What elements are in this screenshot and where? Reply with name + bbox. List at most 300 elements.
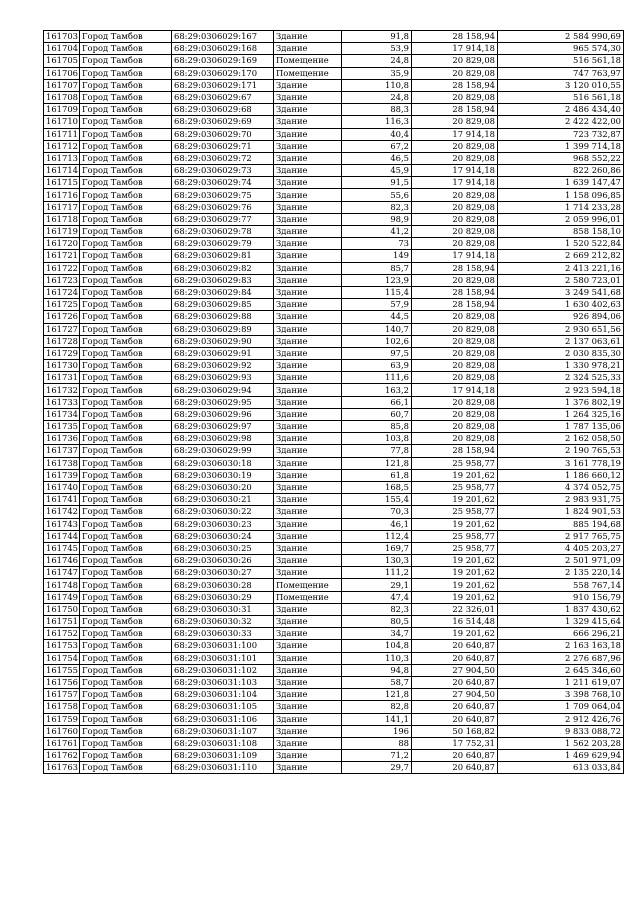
cadastral-number-cell: 68:29:0306029:74 — [172, 177, 274, 189]
table-row — [44, 201, 624, 213]
cadastral-number-cell: 68:29:0306030:25 — [172, 542, 274, 554]
city-cell: Город Тамбов — [80, 299, 172, 311]
object-type-cell: Здание — [274, 421, 342, 433]
area-cell: 47,4 — [342, 591, 412, 603]
object-type-cell: Здание — [274, 152, 342, 164]
cadastral-number-cell: 68:29:0306029:72 — [172, 152, 274, 164]
city-cell: Город Тамбов — [80, 165, 172, 177]
total-value-cell: 2 059 996,01 — [498, 213, 624, 225]
row-id-cell: 161722 — [44, 262, 80, 274]
cadastral-number-cell: 68:29:0306029:90 — [172, 335, 274, 347]
cadastral-number-cell: 68:29:0306031:102 — [172, 664, 274, 676]
row-id-cell: 161707 — [44, 79, 80, 91]
cadastral-number-cell: 68:29:0306029:84 — [172, 286, 274, 298]
total-value-cell: 2 912 426,76 — [498, 713, 624, 725]
object-type-cell: Здание — [274, 286, 342, 298]
table-row — [44, 128, 624, 140]
table-row — [44, 274, 624, 286]
cadastral-number-cell: 68:29:0306029:68 — [172, 104, 274, 116]
city-cell: Город Тамбов — [80, 140, 172, 152]
city-cell: Город Тамбов — [80, 518, 172, 530]
unit-value-cell: 20 829,08 — [412, 396, 498, 408]
table-row — [44, 640, 624, 652]
row-id-cell: 161763 — [44, 762, 80, 774]
cadastral-number-cell: 68:29:0306031:106 — [172, 713, 274, 725]
table-row — [44, 250, 624, 262]
total-value-cell: 968 552,22 — [498, 152, 624, 164]
total-value-cell: 3 249 541,68 — [498, 286, 624, 298]
table-row — [44, 116, 624, 128]
object-type-cell: Здание — [274, 408, 342, 420]
area-cell: 46,1 — [342, 518, 412, 530]
unit-value-cell: 19 201,62 — [412, 494, 498, 506]
row-id-cell: 161755 — [44, 664, 80, 676]
table-row — [44, 762, 624, 774]
row-id-cell: 161745 — [44, 542, 80, 554]
cadastral-number-cell: 68:29:0306031:110 — [172, 762, 274, 774]
table-row — [44, 91, 624, 103]
total-value-cell: 1 709 064,04 — [498, 701, 624, 713]
row-id-cell: 161737 — [44, 445, 80, 457]
total-value-cell: 926 894,06 — [498, 311, 624, 323]
area-cell: 110,3 — [342, 652, 412, 664]
row-id-cell: 161752 — [44, 628, 80, 640]
cadastral-number-cell: 68:29:0306029:98 — [172, 433, 274, 445]
city-cell: Город Тамбов — [80, 55, 172, 67]
object-type-cell: Здание — [274, 116, 342, 128]
object-type-cell: Здание — [274, 140, 342, 152]
area-cell: 111,6 — [342, 372, 412, 384]
city-cell: Город Тамбов — [80, 676, 172, 688]
area-cell: 24,8 — [342, 55, 412, 67]
unit-value-cell: 20 829,08 — [412, 91, 498, 103]
cadastral-number-cell: 68:29:0306029:67 — [172, 91, 274, 103]
table-row — [44, 55, 624, 67]
unit-value-cell: 28 158,94 — [412, 31, 498, 43]
row-id-cell: 161739 — [44, 469, 80, 481]
object-type-cell: Здание — [274, 506, 342, 518]
cadastral-number-cell: 68:29:0306031:105 — [172, 701, 274, 713]
table-row — [44, 445, 624, 457]
table-row — [44, 104, 624, 116]
city-cell: Город Тамбов — [80, 91, 172, 103]
table-row — [44, 323, 624, 335]
cadastral-number-cell: 68:29:0306029:81 — [172, 250, 274, 262]
area-cell: 168,5 — [342, 481, 412, 493]
area-cell: 149 — [342, 250, 412, 262]
area-cell: 98,9 — [342, 213, 412, 225]
table-row — [44, 676, 624, 688]
table-row — [44, 421, 624, 433]
object-type-cell: Здание — [274, 616, 342, 628]
city-cell: Город Тамбов — [80, 579, 172, 591]
cadastral-number-cell: 68:29:0306030:18 — [172, 457, 274, 469]
unit-value-cell: 25 958,77 — [412, 530, 498, 542]
object-type-cell: Здание — [274, 457, 342, 469]
area-cell: 60,7 — [342, 408, 412, 420]
table-row — [44, 701, 624, 713]
table-row — [44, 31, 624, 43]
table-row — [44, 67, 624, 79]
row-id-cell: 161735 — [44, 421, 80, 433]
city-cell: Город Тамбов — [80, 701, 172, 713]
cadastral-number-cell: 68:29:0306031:108 — [172, 737, 274, 749]
object-type-cell: Здание — [274, 299, 342, 311]
total-value-cell: 1 824 901,53 — [498, 506, 624, 518]
table-row — [44, 542, 624, 554]
unit-value-cell: 20 829,08 — [412, 55, 498, 67]
city-cell: Город Тамбов — [80, 628, 172, 640]
area-cell: 169,7 — [342, 542, 412, 554]
area-cell: 82,3 — [342, 201, 412, 213]
total-value-cell: 2 917 765,75 — [498, 530, 624, 542]
object-type-cell: Помещение — [274, 55, 342, 67]
table-row — [44, 433, 624, 445]
object-type-cell: Здание — [274, 274, 342, 286]
city-cell: Город Тамбов — [80, 116, 172, 128]
row-id-cell: 161705 — [44, 55, 80, 67]
area-cell: 196 — [342, 725, 412, 737]
object-type-cell: Здание — [274, 323, 342, 335]
cadastral-number-cell: 68:29:0306030:27 — [172, 567, 274, 579]
area-cell: 82,3 — [342, 603, 412, 615]
city-cell: Город Тамбов — [80, 226, 172, 238]
cadastral-number-cell: 68:29:0306029:85 — [172, 299, 274, 311]
object-type-cell: Здание — [274, 31, 342, 43]
object-type-cell: Здание — [274, 201, 342, 213]
row-id-cell: 161738 — [44, 457, 80, 469]
total-value-cell: 1 469 629,94 — [498, 750, 624, 762]
row-id-cell: 161746 — [44, 555, 80, 567]
area-cell: 77,8 — [342, 445, 412, 457]
city-cell: Город Тамбов — [80, 152, 172, 164]
area-cell: 97,5 — [342, 347, 412, 359]
table-row — [44, 311, 624, 323]
city-cell: Город Тамбов — [80, 335, 172, 347]
cadastral-number-cell: 68:29:0306030:21 — [172, 494, 274, 506]
total-value-cell: 1 329 415,64 — [498, 616, 624, 628]
object-type-cell: Здание — [274, 494, 342, 506]
area-cell: 70,3 — [342, 506, 412, 518]
table-row — [44, 689, 624, 701]
object-type-cell: Здание — [274, 335, 342, 347]
row-id-cell: 161731 — [44, 372, 80, 384]
total-value-cell: 613 033,84 — [498, 762, 624, 774]
object-type-cell: Здание — [274, 737, 342, 749]
object-type-cell: Помещение — [274, 67, 342, 79]
total-value-cell: 3 161 778,19 — [498, 457, 624, 469]
table-row — [44, 213, 624, 225]
cadastral-number-cell: 68:29:0306030:33 — [172, 628, 274, 640]
table-row — [44, 152, 624, 164]
unit-value-cell: 20 829,08 — [412, 335, 498, 347]
unit-value-cell: 20 829,08 — [412, 226, 498, 238]
area-cell: 85,7 — [342, 262, 412, 274]
table-row — [44, 579, 624, 591]
city-cell: Город Тамбов — [80, 616, 172, 628]
area-cell: 104,8 — [342, 640, 412, 652]
city-cell: Город Тамбов — [80, 737, 172, 749]
table-row — [44, 372, 624, 384]
object-type-cell: Здание — [274, 43, 342, 55]
city-cell: Город Тамбов — [80, 79, 172, 91]
unit-value-cell: 20 640,87 — [412, 750, 498, 762]
area-cell: 67,2 — [342, 140, 412, 152]
city-cell: Город Тамбов — [80, 445, 172, 457]
city-cell: Город Тамбов — [80, 213, 172, 225]
area-cell: 91,8 — [342, 31, 412, 43]
cadastral-number-cell: 68:29:0306029:76 — [172, 201, 274, 213]
area-cell: 34,7 — [342, 628, 412, 640]
total-value-cell: 2 422 422,00 — [498, 116, 624, 128]
row-id-cell: 161742 — [44, 506, 80, 518]
table-row — [44, 750, 624, 762]
unit-value-cell: 20 829,08 — [412, 67, 498, 79]
area-cell: 155,4 — [342, 494, 412, 506]
city-cell: Город Тамбов — [80, 555, 172, 567]
unit-value-cell: 17 914,18 — [412, 177, 498, 189]
city-cell: Город Тамбов — [80, 506, 172, 518]
area-cell: 130,3 — [342, 555, 412, 567]
table-row — [44, 664, 624, 676]
total-value-cell: 1 158 096,85 — [498, 189, 624, 201]
object-type-cell: Здание — [274, 701, 342, 713]
table-row — [44, 226, 624, 238]
row-id-cell: 161706 — [44, 67, 80, 79]
unit-value-cell: 25 958,77 — [412, 506, 498, 518]
area-cell: 61,8 — [342, 469, 412, 481]
row-id-cell: 161714 — [44, 165, 80, 177]
table-row — [44, 481, 624, 493]
area-cell: 55,6 — [342, 189, 412, 201]
unit-value-cell: 20 829,08 — [412, 140, 498, 152]
cadastral-number-cell: 68:29:0306029:91 — [172, 347, 274, 359]
unit-value-cell: 17 914,18 — [412, 43, 498, 55]
total-value-cell: 2 135 220,14 — [498, 567, 624, 579]
city-cell: Город Тамбов — [80, 177, 172, 189]
object-type-cell: Здание — [274, 250, 342, 262]
city-cell: Город Тамбов — [80, 311, 172, 323]
row-id-cell: 161758 — [44, 701, 80, 713]
object-type-cell: Здание — [274, 226, 342, 238]
city-cell: Город Тамбов — [80, 43, 172, 55]
total-value-cell: 1 399 714,18 — [498, 140, 624, 152]
row-id-cell: 161759 — [44, 713, 80, 725]
table-row — [44, 43, 624, 55]
cadastral-number-cell: 68:29:0306029:88 — [172, 311, 274, 323]
unit-value-cell: 19 201,62 — [412, 591, 498, 603]
total-value-cell: 723 732,87 — [498, 128, 624, 140]
cadastral-number-cell: 68:29:0306029:97 — [172, 421, 274, 433]
table-row — [44, 262, 624, 274]
object-type-cell: Здание — [274, 652, 342, 664]
cadastral-number-cell: 68:29:0306029:167 — [172, 31, 274, 43]
unit-value-cell: 28 158,94 — [412, 445, 498, 457]
table-row — [44, 567, 624, 579]
area-cell: 24,8 — [342, 91, 412, 103]
cadastral-number-cell: 68:29:0306030:28 — [172, 579, 274, 591]
object-type-cell: Здание — [274, 213, 342, 225]
unit-value-cell: 20 829,08 — [412, 433, 498, 445]
city-cell: Город Тамбов — [80, 530, 172, 542]
cadastral-number-cell: 68:29:0306029:93 — [172, 372, 274, 384]
unit-value-cell: 19 201,62 — [412, 518, 498, 530]
unit-value-cell: 27 904,50 — [412, 664, 498, 676]
city-cell: Город Тамбов — [80, 104, 172, 116]
row-id-cell: 161704 — [44, 43, 80, 55]
row-id-cell: 161713 — [44, 152, 80, 164]
area-cell: 53,9 — [342, 43, 412, 55]
table-row — [44, 360, 624, 372]
row-id-cell: 161715 — [44, 177, 80, 189]
row-id-cell: 161729 — [44, 347, 80, 359]
row-id-cell: 161756 — [44, 676, 80, 688]
cadastral-number-cell: 68:29:0306029:96 — [172, 408, 274, 420]
row-id-cell: 161728 — [44, 335, 80, 347]
area-cell: 80,5 — [342, 616, 412, 628]
cadastral-number-cell: 68:29:0306029:94 — [172, 384, 274, 396]
row-id-cell: 161710 — [44, 116, 80, 128]
area-cell: 88 — [342, 737, 412, 749]
total-value-cell: 558 767,14 — [498, 579, 624, 591]
unit-value-cell: 20 829,08 — [412, 372, 498, 384]
table-row — [44, 457, 624, 469]
row-id-cell: 161719 — [44, 226, 80, 238]
cadastral-number-cell: 68:29:0306030:29 — [172, 591, 274, 603]
object-type-cell: Здание — [274, 347, 342, 359]
table-row — [44, 299, 624, 311]
area-cell: 46,5 — [342, 152, 412, 164]
unit-value-cell: 20 829,08 — [412, 189, 498, 201]
area-cell: 41,2 — [342, 226, 412, 238]
city-cell: Город Тамбов — [80, 31, 172, 43]
city-cell: Город Тамбов — [80, 396, 172, 408]
unit-value-cell: 20 829,08 — [412, 323, 498, 335]
total-value-cell: 2 584 990,69 — [498, 31, 624, 43]
table-row — [44, 347, 624, 359]
total-value-cell: 1 787 135,06 — [498, 421, 624, 433]
unit-value-cell: 17 914,18 — [412, 128, 498, 140]
unit-value-cell: 22 326,01 — [412, 603, 498, 615]
city-cell: Город Тамбов — [80, 128, 172, 140]
row-id-cell: 161718 — [44, 213, 80, 225]
cadastral-number-cell: 68:29:0306029:89 — [172, 323, 274, 335]
object-type-cell: Здание — [274, 469, 342, 481]
total-value-cell: 885 194,68 — [498, 518, 624, 530]
cadastral-number-cell: 68:29:0306029:73 — [172, 165, 274, 177]
total-value-cell: 2 983 931,75 — [498, 494, 624, 506]
unit-value-cell: 19 201,62 — [412, 555, 498, 567]
row-id-cell: 161750 — [44, 603, 80, 615]
cadastral-number-cell: 68:29:0306029:92 — [172, 360, 274, 372]
city-cell: Город Тамбов — [80, 713, 172, 725]
cadastral-number-cell: 68:29:0306029:77 — [172, 213, 274, 225]
cadastral-number-cell: 68:29:0306029:168 — [172, 43, 274, 55]
object-type-cell: Здание — [274, 664, 342, 676]
city-cell: Город Тамбов — [80, 494, 172, 506]
city-cell: Город Тамбов — [80, 689, 172, 701]
cadastral-number-cell: 68:29:0306029:171 — [172, 79, 274, 91]
total-value-cell: 747 763,97 — [498, 67, 624, 79]
area-cell: 94,8 — [342, 664, 412, 676]
city-cell: Город Тамбов — [80, 481, 172, 493]
row-id-cell: 161720 — [44, 238, 80, 250]
area-cell: 35,9 — [342, 67, 412, 79]
row-id-cell: 161753 — [44, 640, 80, 652]
total-value-cell: 2 190 765,53 — [498, 445, 624, 457]
cadastral-number-cell: 68:29:0306030:23 — [172, 518, 274, 530]
table-row — [44, 335, 624, 347]
unit-value-cell: 25 958,77 — [412, 542, 498, 554]
total-value-cell: 1 630 402,63 — [498, 299, 624, 311]
total-value-cell: 1 330 978,21 — [498, 360, 624, 372]
table-row — [44, 189, 624, 201]
area-cell: 73 — [342, 238, 412, 250]
table-row — [44, 286, 624, 298]
object-type-cell: Здание — [274, 628, 342, 640]
unit-value-cell: 25 958,77 — [412, 457, 498, 469]
table-row — [44, 140, 624, 152]
row-id-cell: 161727 — [44, 323, 80, 335]
row-id-cell: 161749 — [44, 591, 80, 603]
table-row — [44, 555, 624, 567]
cadastral-number-cell: 68:29:0306030:20 — [172, 481, 274, 493]
city-cell: Город Тамбов — [80, 286, 172, 298]
city-cell: Город Тамбов — [80, 360, 172, 372]
total-value-cell: 2 923 594,18 — [498, 384, 624, 396]
row-id-cell: 161725 — [44, 299, 80, 311]
total-value-cell: 2 030 835,30 — [498, 347, 624, 359]
unit-value-cell: 19 201,62 — [412, 628, 498, 640]
city-cell: Город Тамбов — [80, 603, 172, 615]
area-cell: 45,9 — [342, 165, 412, 177]
row-id-cell: 161708 — [44, 91, 80, 103]
table-row — [44, 603, 624, 615]
cadastral-number-cell: 68:29:0306031:100 — [172, 640, 274, 652]
cadastral-number-cell: 68:29:0306029:71 — [172, 140, 274, 152]
cadastral-number-cell: 68:29:0306029:79 — [172, 238, 274, 250]
area-cell: 103,8 — [342, 433, 412, 445]
total-value-cell: 9 833 088,72 — [498, 725, 624, 737]
total-value-cell: 4 374 052,75 — [498, 481, 624, 493]
row-id-cell: 161762 — [44, 750, 80, 762]
area-cell: 29,1 — [342, 579, 412, 591]
total-value-cell: 910 156,79 — [498, 591, 624, 603]
cadastral-number-cell: 68:29:0306029:69 — [172, 116, 274, 128]
unit-value-cell: 27 904,50 — [412, 689, 498, 701]
object-type-cell: Помещение — [274, 591, 342, 603]
cadastral-number-cell: 68:29:0306031:101 — [172, 652, 274, 664]
row-id-cell: 161743 — [44, 518, 80, 530]
total-value-cell: 1 376 802,19 — [498, 396, 624, 408]
unit-value-cell: 20 640,87 — [412, 676, 498, 688]
total-value-cell: 3 398 768,10 — [498, 689, 624, 701]
unit-value-cell: 19 201,62 — [412, 469, 498, 481]
area-cell: 58,7 — [342, 676, 412, 688]
unit-value-cell: 20 640,87 — [412, 713, 498, 725]
object-type-cell: Здание — [274, 713, 342, 725]
area-cell: 111,2 — [342, 567, 412, 579]
total-value-cell: 858 158,10 — [498, 226, 624, 238]
total-value-cell: 965 574,30 — [498, 43, 624, 55]
unit-value-cell: 20 829,08 — [412, 152, 498, 164]
table-row — [44, 725, 624, 737]
unit-value-cell: 20 829,08 — [412, 421, 498, 433]
area-cell: 40,4 — [342, 128, 412, 140]
total-value-cell: 1 264 325,16 — [498, 408, 624, 420]
unit-value-cell: 17 914,18 — [412, 165, 498, 177]
total-value-cell: 2 137 063,61 — [498, 335, 624, 347]
